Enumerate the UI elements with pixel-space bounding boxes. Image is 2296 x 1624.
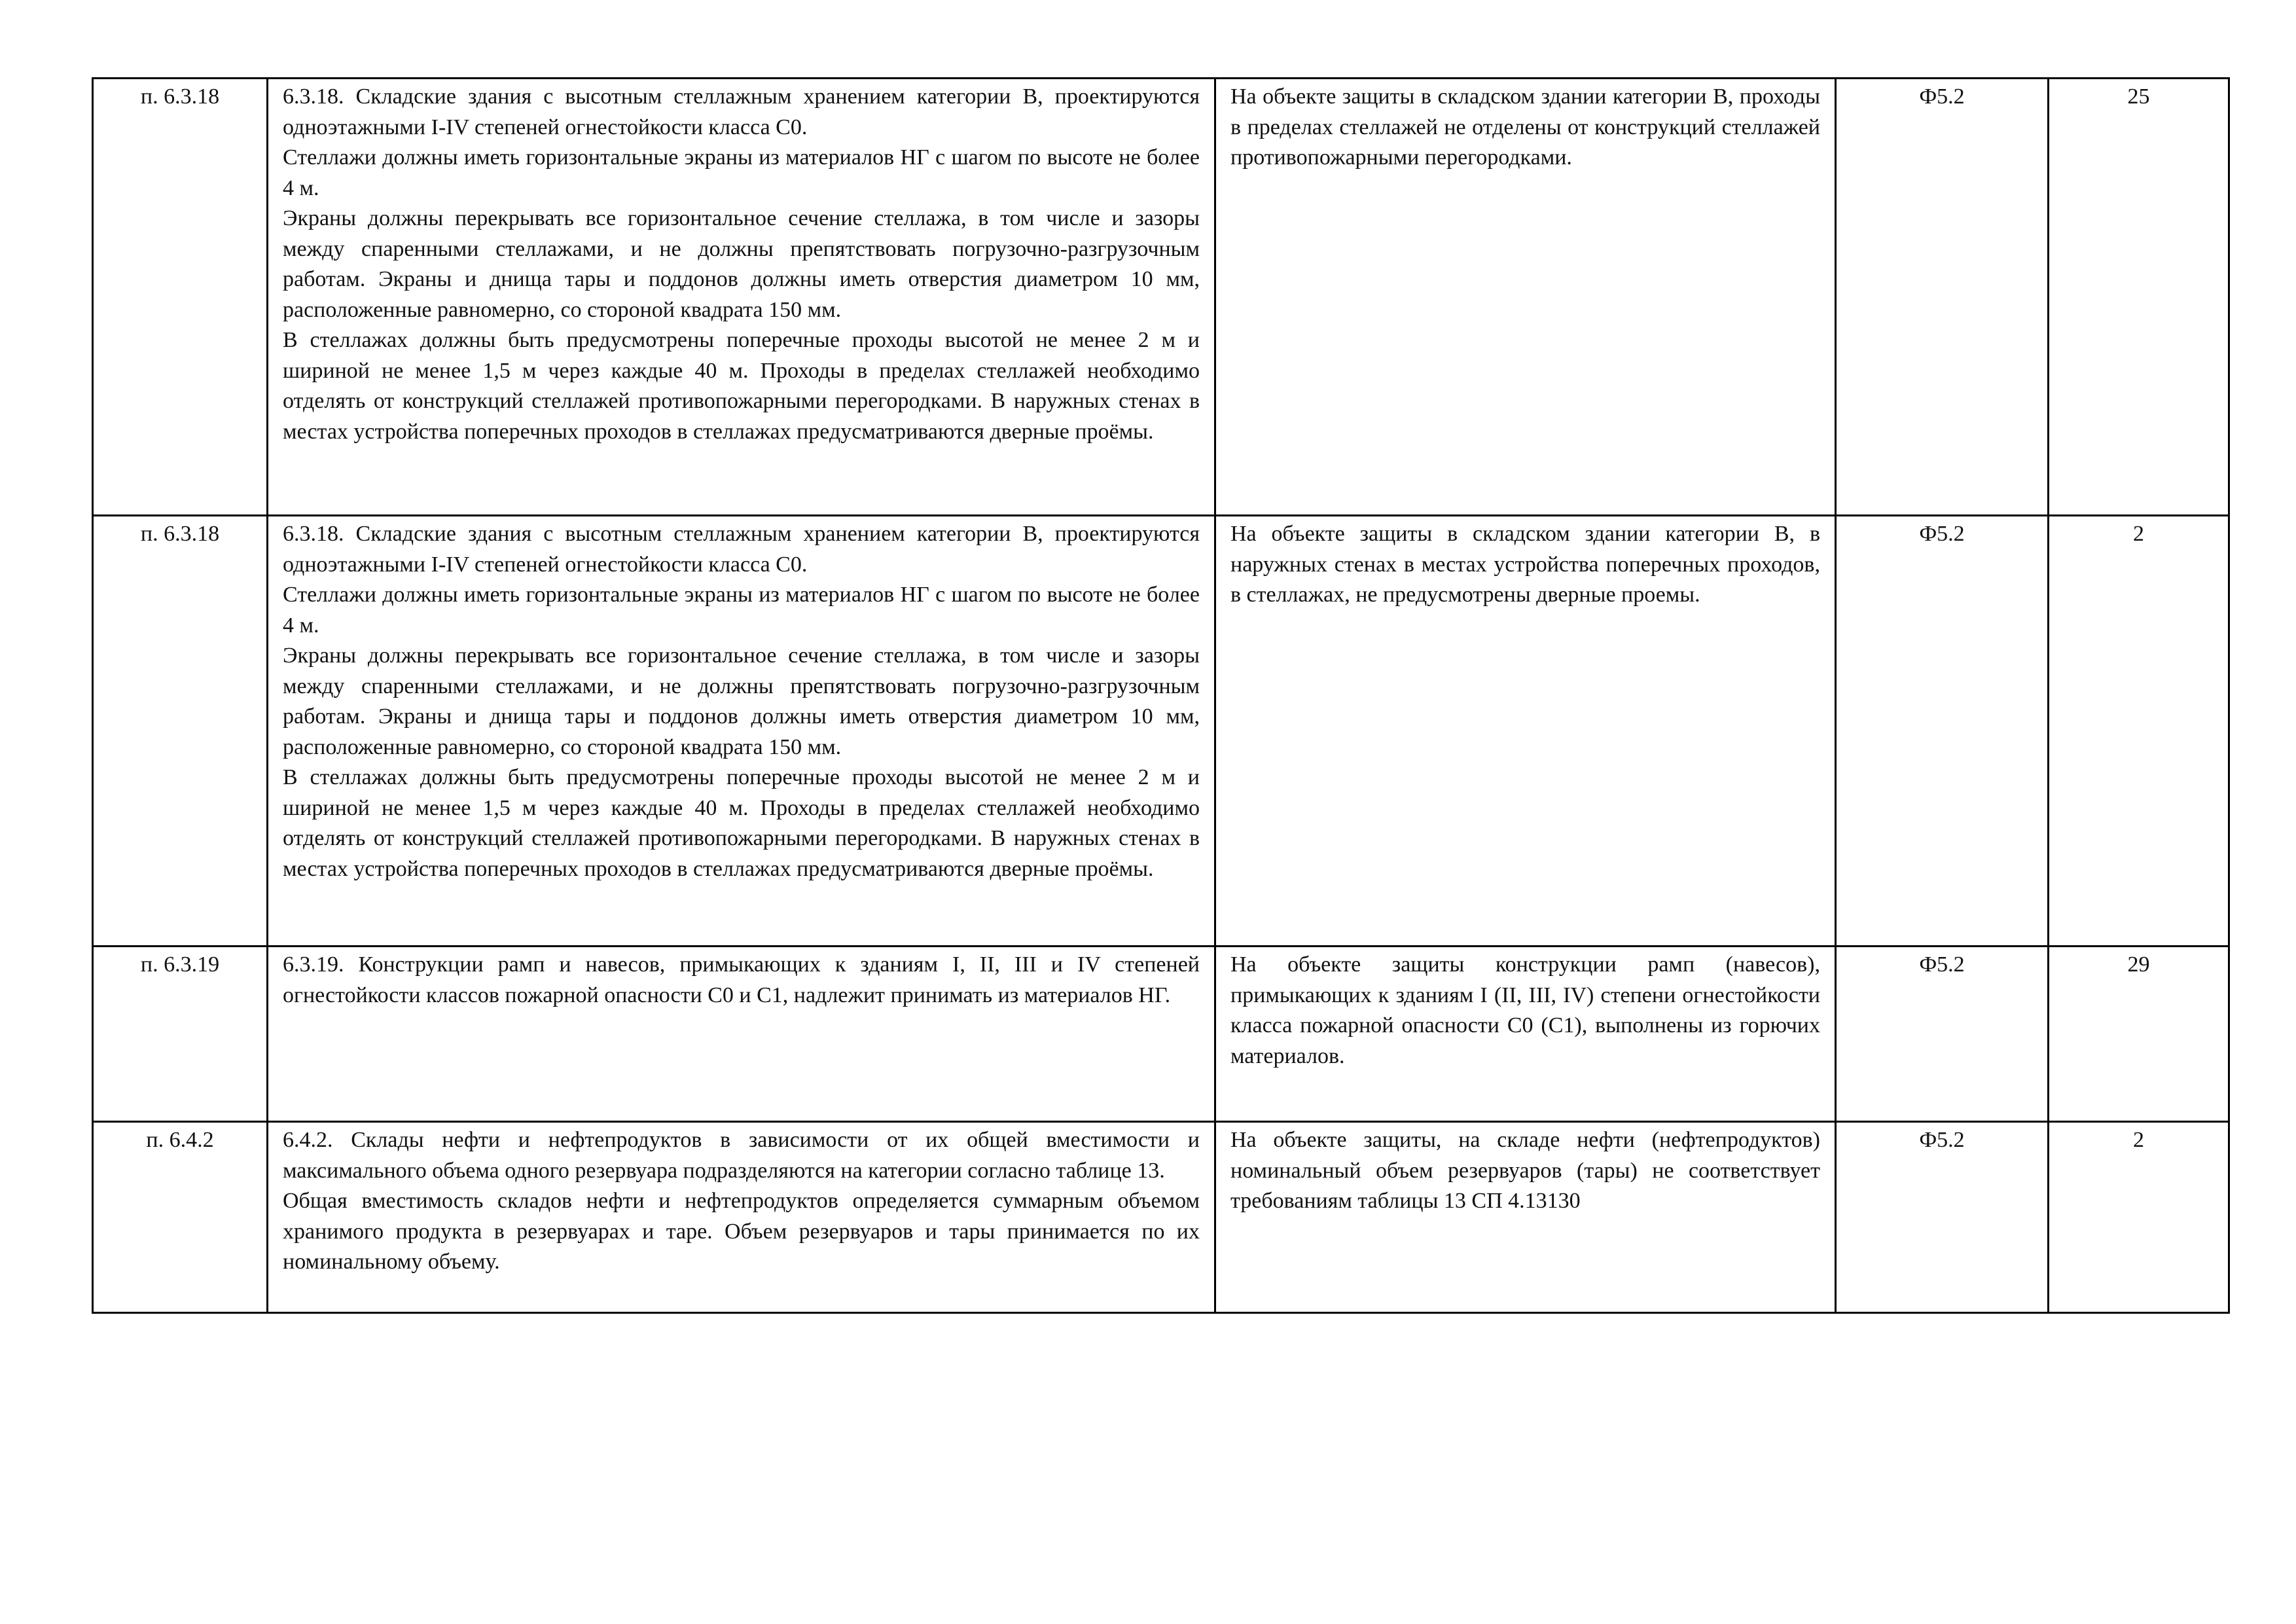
requirement-paragraph: 6.3.18. Складские здания с высотным стеллажным хранением категории В, проектируются одноэтажными I-IV степеней огнестойкости класса С0. (283, 84, 1200, 139)
clause-cell: п. 6.4.2 (93, 1122, 268, 1313)
requirement-cell (268, 947, 1215, 1122)
number-cell: 25 (2049, 79, 2229, 516)
requirement-paragraph: 6.3.18. Складские здания с высотным стеллажным хранением категории В, проектируются одноэтажными I-IV степеней огнестойкости класса С0. (283, 522, 1200, 577)
requirement-paragraph: Стеллажи должны иметь горизонтальные экраны из материалов НГ с шагом по высоте не более 4 м. (283, 583, 1200, 638)
table-row (93, 516, 2229, 947)
requirement-paragraph: В стеллажах должны быть предусмотрены поперечные проходы высотой не менее 2 м и шириной не менее 1,5 м через каждые 40 м. Проходы в пределах стеллажей необходимо отделять от конструкций стеллажей противопожарными перегородками. В наружных стенах в местах устройства поперечных проходов в стеллажах предусматриваются дверные проёмы. (283, 765, 1200, 881)
requirement-paragraph: Экраны должны перекрывать все горизонтальное сечение стеллажа, в том числе и зазоры между спаренными стеллажами, и не должны препятствовать погрузочно-разгрузочным работам. Экраны и днища тары и поддонов должны иметь отверстия диаметром 10 мм, расположенные равномерно, со стороной квадрата 150 мм. (283, 206, 1200, 322)
requirement-paragraph: 6.3.19. Конструкции рамп и навесов, примыкающих к зданиям I, II, III и IV степеней огнестойкости классов пожарной опасности С0 и С1, надлежит принимать из материалов НГ. (283, 952, 1200, 1007)
requirements-table (92, 77, 2230, 1314)
table-row (93, 1122, 2229, 1313)
violation-text: На объекте защиты в складском здании категории В, в наружных стенах в местах устройства поперечных проходов, в стеллажах, не предусмотрены дверные проемы. (1230, 522, 1820, 607)
requirement-paragraph: В стеллажах должны быть предусмотрены поперечные проходы высотой не менее 2 м и шириной не менее 1,5 м через каждые 40 м. Проходы в пределах стеллажей необходимо отделять от конструкций стеллажей противопожарными перегородками. В наружных стенах в местах устройства поперечных проходов в стеллажах предусматриваются дверные проёмы. (283, 328, 1200, 444)
requirement-cell (268, 516, 1215, 947)
number-cell: 2 (2049, 516, 2229, 947)
requirement-paragraph: 6.4.2. Склады нефти и нефтепродуктов в зависимости от их общей вместимости и максимального объема одного резервуара подразделяются на категории согласно таблице 13. (283, 1128, 1200, 1183)
class-cell: Ф5.2 (1836, 516, 2049, 947)
class-cell: Ф5.2 (1836, 1122, 2049, 1313)
violation-cell (1215, 79, 1836, 516)
requirement-paragraph: Экраны должны перекрывать все горизонтальное сечение стеллажа, в том числе и зазоры между спаренными стеллажами, и не должны препятствовать погрузочно-разгрузочным работам. Экраны и днища тары и поддонов должны иметь отверстия диаметром 10 мм, расположенные равномерно, со стороной квадрата 150 мм. (283, 643, 1200, 759)
violation-cell (1215, 516, 1836, 947)
requirement-cell (268, 79, 1215, 516)
violation-cell (1215, 947, 1836, 1122)
violation-cell (1215, 1122, 1836, 1313)
table-row (93, 79, 2229, 516)
class-cell: Ф5.2 (1836, 79, 2049, 516)
clause-cell: п. 6.3.19 (93, 947, 268, 1122)
requirement-paragraph: Общая вместимость складов нефти и нефтепродуктов определяется суммарным объемом хранимого продукта в резервуарах и таре. Объем резервуаров и тары принимается по их номинальному объему. (283, 1189, 1200, 1274)
requirement-cell (268, 1122, 1215, 1313)
requirement-paragraph: Стеллажи должны иметь горизонтальные экраны из материалов НГ с шагом по высоте не более 4 м. (283, 145, 1200, 200)
violation-text: На объекте защиты в складском здании категории В, проходы в пределах стеллажей не отделены от конструкций стеллажей противопожарными перегородками. (1230, 84, 1820, 170)
clause-cell: п. 6.3.18 (93, 516, 268, 947)
violation-text: На объекте защиты, на складе нефти (нефтепродуктов) номинальный объем резервуаров (тары) не соответствует требованиям таблицы 13 СП 4.13130 (1230, 1128, 1820, 1213)
class-cell: Ф5.2 (1836, 947, 2049, 1122)
clause-cell: п. 6.3.18 (93, 79, 268, 516)
number-cell: 2 (2049, 1122, 2229, 1313)
violation-text: На объекте защиты конструкции рамп (навесов), примыкающих к зданиям I (II, III, IV) степени огнестойкости класса пожарной опасности С0 (С1), выполнены из горючих материалов. (1230, 952, 1820, 1068)
table-row (93, 947, 2229, 1122)
number-cell: 29 (2049, 947, 2229, 1122)
